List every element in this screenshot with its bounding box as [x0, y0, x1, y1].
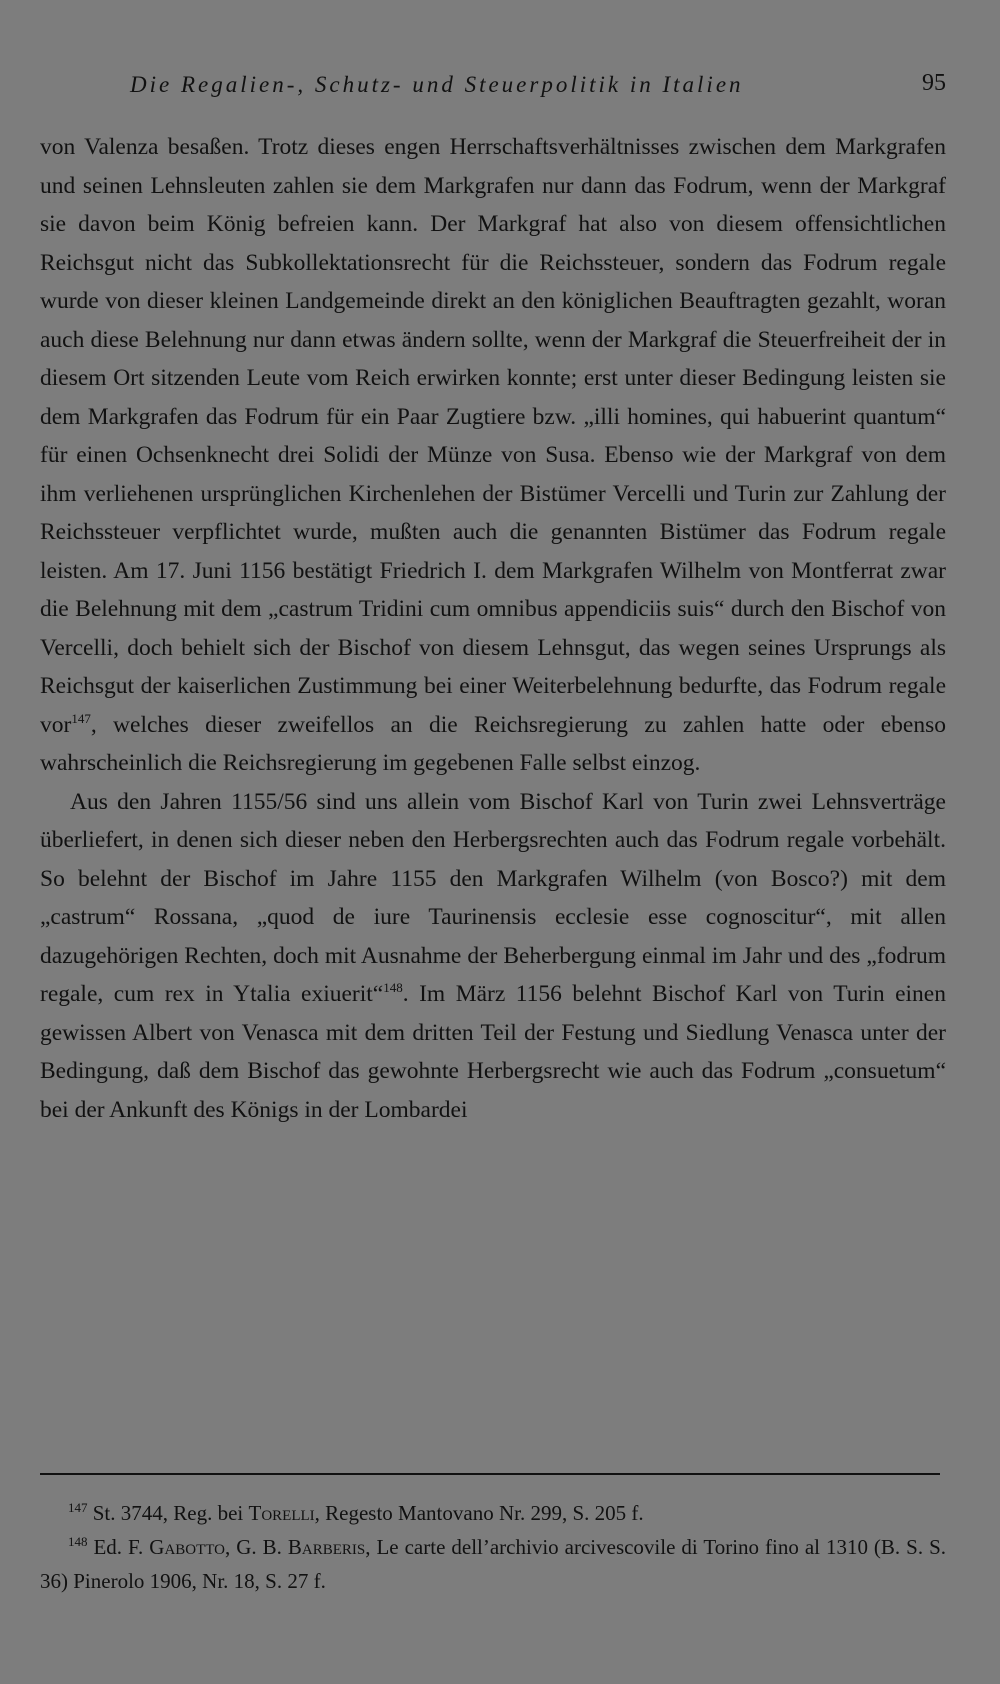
body-text [40, 128, 946, 1129]
footnote-text: , Regesto Mantovano Nr. 299, S. 205 f. [314, 1501, 644, 1525]
paragraph-text: von Valenza besaßen. Trotz dieses engen Herrschaftsverhältnisses zwischen dem Markgrafen und seinen Lehnsleuten zahlen sie dem Markgrafen nur dann das Fodrum, wenn der Markgraf sie davon beim König befreien kann. Der Markgraf hat also von diesem offensichtlichen Reichsgut nicht das Subkollektationsrecht für die Reichssteuer, sondern das Fodrum regale wurde von dieser kleinen Landgemeinde direkt an den königlichen Beauftragten gezahlt, woran auch diese Belehnung nur dann etwas ändern sollte, wenn der Markgraf die Steuerfreiheit der in diesem Ort sitzenden Leute vom Reich erwirken konnte; erst unter dieser Bedingung leisten sie dem Markgrafen das Fodrum für ein Paar Zugtiere bzw. „illi homines, qui habuerint quantum“ für einen Ochsenknecht drei Solidi der Münze von Susa. Ebenso wie der Markgraf von dem ihm verliehenen ursprünglichen Kirchenlehen der Bistümer Vercelli und Turin zur Zahlung der Reichssteuer verpflichtet wurde, mußten auch die genannten Bistümer das Fodrum regale leisten. Am 17. Juni 1156 bestätigt Friedrich I. dem Markgrafen Wilhelm von Montferrat zwar die Belehnung mit dem „castrum Tridini cum omnibus appendiciis suis“ durch den Bischof von Vercelli, doch behielt sich der Bischof von diesem Lehnsgut, das wegen seines Ursprungs als Reichsgut der kaiserlichen Zustimmung bei einer Weiterbelehnung bedurfte, das Fodrum regale vor [40, 134, 946, 738]
footnote-ref: 148 [383, 980, 403, 996]
paragraph [40, 783, 946, 1130]
paragraph [40, 128, 946, 783]
footnote-author: Barberis [287, 1535, 366, 1559]
running-title: Die Regalien-, Schutz- und Steuerpolitik in Italien [130, 72, 744, 97]
footnote-ref: 147 [71, 710, 91, 726]
page-number: 95 [922, 70, 946, 96]
footnote-text: , Le carte dell’archivio arcivescovile di Torino fino al 1310 (B. S. S. 36) Pinerolo 1906, Nr. 18, S. 27 f. [40, 1535, 947, 1593]
paragraph-text: Aus den Jahren 1155/56 sind uns allein vom Bischof Karl von Turin zwei Lehnsverträge überliefert, in denen sich dieser neben den Herbergsrechten auch das Fodrum regale vorbehält. So belehnt der Bischof im Jahre 1155 den Markgrafen Wilhelm (von Bosco?) mit dem „castrum“ Rossana, „quod de iure Taurinensis ecclesie esse cognoscitur“, mit allen dazugehörigen Rechten, doch mit Ausnahme der Beherbergung einmal im Jahr und des „fodrum regale, cum rex in Ytalia exiuerit“ [40, 788, 946, 1007]
footnote-author: Torelli [248, 1501, 315, 1525]
footnote [40, 1496, 946, 1530]
footnote-number: 148 [68, 1534, 88, 1549]
footnote-text: Ed. F. [93, 1535, 150, 1559]
paragraph-text: . Im März 1156 belehnt Bischof Karl von Turin einen gewissen Albert von Venasca mit dem dritten Teil der Festung und Siedlung Venasca unter der Bedingung, daß dem Bischof das gewohnte Herbergsrecht wie auch das Fodrum „consuetum“ bei der Ankunft des Königs in der Lombardei [40, 981, 946, 1123]
footnote [40, 1530, 946, 1598]
running-head [0, 70, 1000, 110]
footnote-text: , G. B. [225, 1535, 288, 1559]
footnotes [40, 1496, 946, 1598]
footnote-author: Gabotto [149, 1535, 226, 1559]
paragraph-text: , welches dieser zweifellos an die Reichsregierung zu zahlen hatte oder ebenso wahrscheinlich die Reichsregierung im gegebenen Falle selbst einzog. [40, 711, 946, 776]
footnote-rule [40, 1473, 940, 1475]
footnote-text: St. 3744, Reg. bei [92, 1501, 249, 1525]
footnote-number: 147 [68, 1500, 88, 1515]
